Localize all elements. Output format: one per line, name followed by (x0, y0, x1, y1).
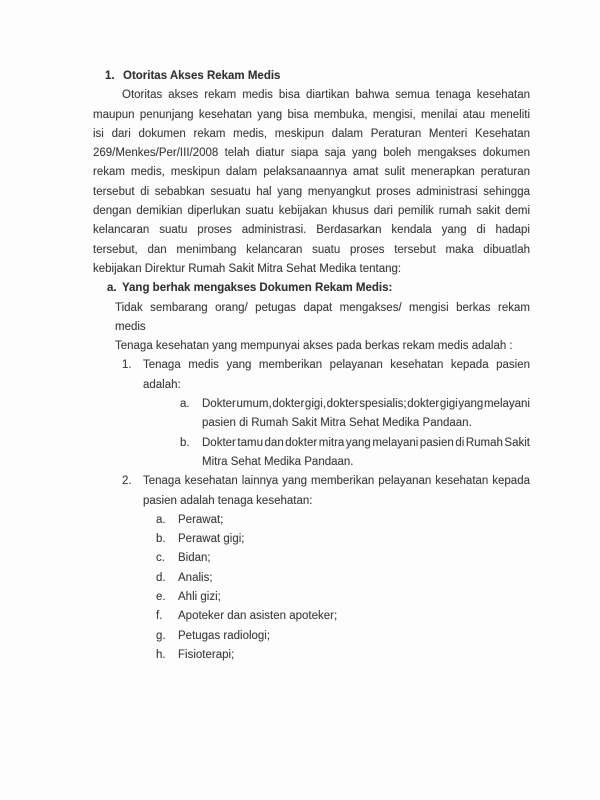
subitem-line: Perawat; (178, 513, 224, 526)
lettered-subitem (156, 646, 530, 665)
paragraph-line: Otoritas akses rekam medis bisa diartikan bahwa semua tenaga kesehatan (122, 89, 530, 102)
lettered-subitem (156, 607, 530, 626)
subitem-marker: a. (156, 513, 166, 526)
lettered-subitem (156, 588, 530, 607)
lettered-subitem (156, 549, 530, 568)
subitem-marker: b. (156, 533, 166, 546)
subitem-line: Apoteker dan asisten apoteker; (178, 610, 338, 623)
section-heading-number: 1. (105, 70, 115, 82)
subitem-marker: c. (156, 552, 165, 565)
numbered-item (122, 472, 530, 511)
note-line: Tidak sembarang orang/ petugas dapat mengakses/ mengisi berkas rekam (115, 301, 530, 314)
subitem-line: Dokter tamu dan dokter mitra yang melayani pasien di Rumah Sakit (202, 436, 530, 449)
subitem-line: Petugas radiologi; (178, 629, 271, 642)
subitem-marker: f. (156, 610, 163, 623)
lettered-subitem (180, 395, 530, 434)
subitem-body (202, 434, 530, 473)
subitem-marker: d. (156, 571, 166, 584)
item-line: Tenaga medis yang memberikan pelayanan kesehatan kepada pasien (143, 359, 530, 372)
lettered-subitem (156, 569, 530, 588)
intro-line: Tenaga kesehatan yang mempunyai akses pada berkas rekam medis adalah : (115, 340, 513, 353)
paragraph-line: 269/Menkes/Per/III/2008 telah diatur siapa saja yang boleh mengakses dokumen (93, 147, 530, 160)
subitem-line: pasien di Rumah Sakit Mitra Sehat Medika Pandaan. (202, 417, 472, 430)
item-line: pasien adalah tenaga kesehatan: (143, 494, 313, 507)
numbered-item-body (143, 472, 530, 511)
paragraph-line: kebijakan Direktur Rumah Sakit Mitra Sehat Medika tentang: (93, 262, 402, 275)
numbered-item-body (143, 356, 530, 395)
section-heading-title: Otoritas Akses Rekam Medis (123, 70, 281, 82)
numbered-item-marker: 1. (122, 359, 132, 372)
paragraph-line: rekam medis, meskipun dalam pelaksanaannya amat sulit menerapkan peraturan (93, 166, 530, 179)
lettered-subitem (156, 530, 530, 549)
subitem-marker: a. (180, 398, 190, 411)
paragraph-line: dengan demikian diperlukan suatu kebijakan khusus dari pemilik rumah sakit demi (93, 205, 530, 218)
subsection-heading (107, 279, 530, 298)
subitem-line: Bidan; (178, 552, 211, 565)
paragraph-line: tersebut di sebabkan sesuatu hal yang menyangkut proses administrasi sehingga (93, 185, 530, 198)
lettered-subitem (156, 511, 530, 530)
subitem-line: Fisioterapi; (178, 648, 235, 661)
lettered-subitem (180, 434, 530, 473)
subitem-marker: b. (180, 436, 190, 449)
subitem-marker: h. (156, 648, 166, 661)
subsection-heading-title: Yang berhak mengakses Dokumen Rekam Medis: (122, 282, 393, 295)
subsection-heading-letter: a. (107, 282, 117, 295)
numbered-item (122, 356, 530, 395)
lettered-subitem (156, 627, 530, 646)
note-block (115, 299, 530, 357)
paragraph-line: tersebut, dan menimbang kelancaran suatu proses tersebut maka dibuatlah (93, 243, 530, 256)
subitem-line: Dokter umum, dokter gigi, dokter spesialis; dokter gigi yang melayani (202, 398, 530, 411)
item-line: Tenaga kesehatan lainnya yang memberikan pelayanan kesehatan kepada (143, 475, 530, 488)
section-heading (93, 67, 530, 86)
paragraph-line: maupun penunjang kesehatan yang bisa membuka, mengisi, menilai atau meneliti (93, 108, 530, 121)
subitem-marker: g. (156, 629, 166, 642)
subitem-line: Analis; (178, 571, 213, 584)
numbered-item-marker: 2. (122, 475, 132, 488)
document-content (93, 67, 530, 665)
paragraph-line: kelancaran suatu proses administrasi. Berdasarkan kendala yang di hadapi (93, 224, 530, 237)
paragraph-line: isi dari dokumen rekam medis, meskipun dalam Peraturan Menteri Kesehatan (93, 127, 530, 140)
subitem-line: Perawat gigi; (178, 533, 245, 546)
note-line: medis (115, 320, 146, 333)
subitem-line: Ahli gizi; (178, 591, 221, 604)
subitem-body (202, 395, 530, 434)
item-line: adalah: (143, 378, 181, 391)
paragraph (93, 86, 530, 279)
subitem-line: Mitra Sehat Medika Pandaan. (202, 455, 354, 468)
subitem-marker: e. (156, 591, 166, 604)
